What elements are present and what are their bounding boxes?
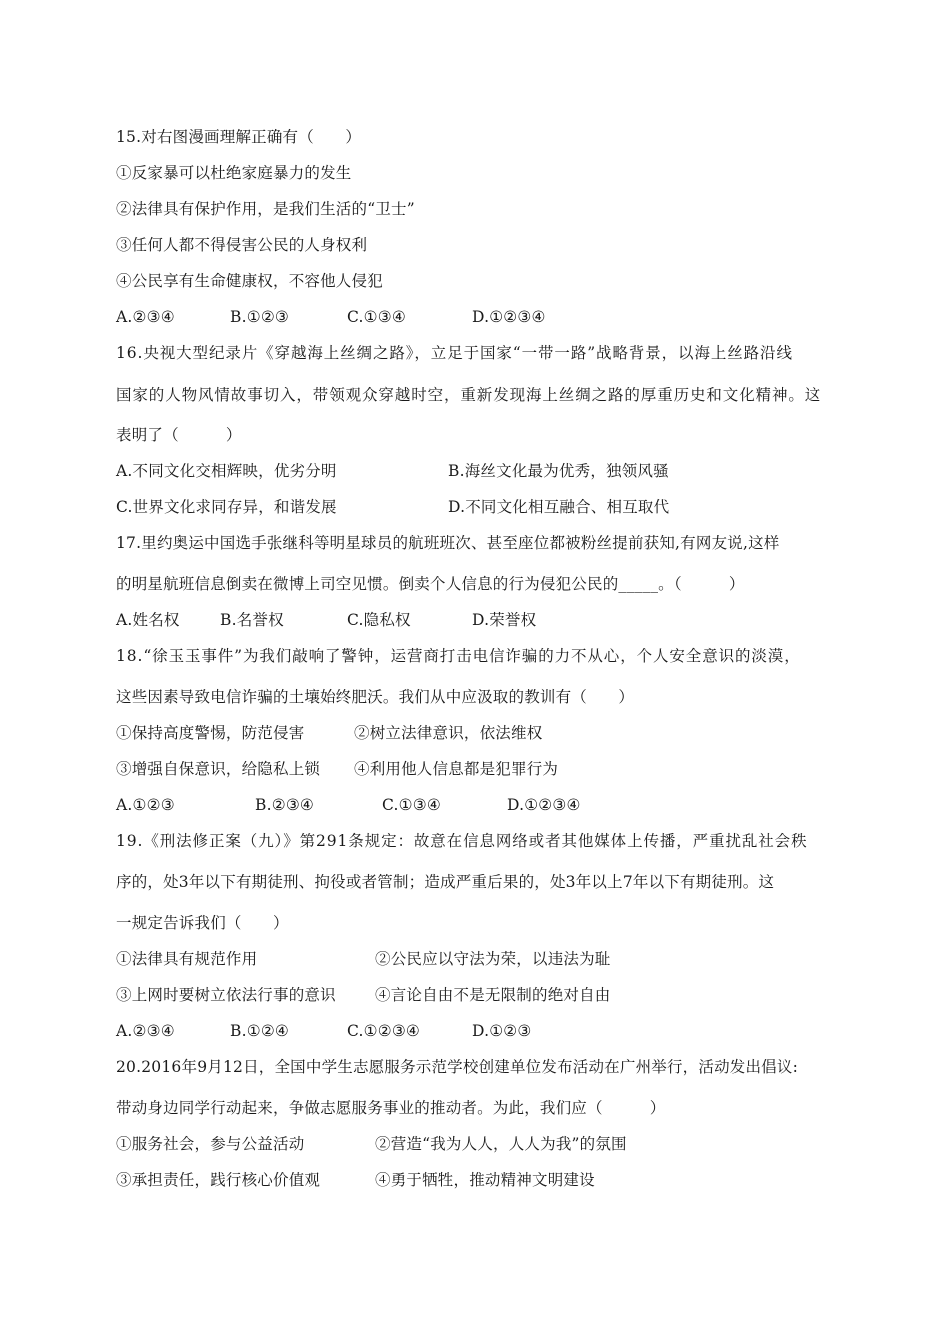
question-17-option-b: B.名誉权 xyxy=(220,611,284,629)
question-18-item-3: ③增强自保意识，给隐私上锁 xyxy=(116,760,321,778)
question-16-option-c: C.世界文化求同存异，和谐发展 xyxy=(116,498,337,516)
question-18-item-2: ②树立法律意识，依法维权 xyxy=(354,724,543,742)
question-18-item-1: ①保持高度警惕，防范侵害 xyxy=(116,724,305,742)
question-15-item-4: ④公民享有生命健康权，不容他人侵犯 xyxy=(116,272,383,290)
question-16-option-b: B.海丝文化最为优秀，独领风骚 xyxy=(448,462,669,480)
question-17-stem-line-1: 17.里约奥运中国选手张继科等明星球员的航班班次、甚至座位都被粉丝提前获知,有网友说,这样 xyxy=(116,534,780,552)
question-18-stem-line-1: 18.“徐玉玉事件”为我们敲响了警钟，运营商打击电信诈骗的力不从心，个人安全意识的淡漠， xyxy=(116,647,801,665)
question-18-option-b: B.②③④ xyxy=(255,796,315,814)
question-15-item-2: ②法律具有保护作用，是我们生活的“卫士” xyxy=(116,200,415,218)
question-15-option-d: D.①②③④ xyxy=(472,308,546,326)
question-16-stem-line-1: 16.央视大型纪录片《穿越海上丝绸之路》，立足于国家“一带一路”战略背景，以海上丝路沿线 xyxy=(116,344,793,362)
question-15-option-a: A.②③④ xyxy=(116,308,175,326)
question-20-item-1: ①服务社会，参与公益活动 xyxy=(116,1135,305,1153)
question-19-item-3: ③上网时要树立依法行事的意识 xyxy=(116,986,336,1004)
question-20-item-4: ④勇于牺牲，推动精神文明建设 xyxy=(375,1171,595,1189)
question-18-option-c: C.①③④ xyxy=(382,796,441,814)
question-17-option-c: C.隐私权 xyxy=(347,611,411,629)
question-15-item-1: ①反家暴可以杜绝家庭暴力的发生 xyxy=(116,164,352,182)
question-19-item-2: ②公民应以守法为荣，以违法为耻 xyxy=(375,950,611,968)
question-18-option-d: D.①②③④ xyxy=(507,796,581,814)
question-17-option-d: D.荣誉权 xyxy=(472,611,537,629)
question-15-option-b: B.①②③ xyxy=(230,308,290,326)
question-16-stem-line-2: 国家的人物风情故事切入，带领观众穿越时空，重新发现海上丝绸之路的厚重历史和文化精神。这 xyxy=(116,386,822,404)
question-17-option-a: A.姓名权 xyxy=(116,611,180,629)
question-20-stem-line-2: 带动身边同学行动起来，争做志愿服务事业的推动者。为此，我们应（ ） xyxy=(116,1099,666,1117)
question-19-stem-line-3: 一规定告诉我们（ ） xyxy=(116,914,289,932)
question-16-option-d: D.不同文化相互融合、相互取代 xyxy=(448,498,670,516)
question-17-stem-line-2: 的明星航班信息倒卖在微博上司空见惯。倒卖个人信息的行为侵犯公民的_____。（ ） xyxy=(116,575,745,593)
question-15-stem: 15.对右图漫画理解正确有（ ） xyxy=(116,128,362,146)
question-16-option-a: A.不同文化交相辉映，优劣分明 xyxy=(116,462,337,480)
question-19-item-1: ①法律具有规范作用 xyxy=(116,950,258,968)
question-18-item-4: ④利用他人信息都是犯罪行为 xyxy=(354,760,559,778)
question-19-item-4: ④言论自由不是无限制的绝对自由 xyxy=(375,986,611,1004)
question-19-option-a: A.②③④ xyxy=(116,1022,175,1040)
question-19-stem-line-2: 序的，处3年以下有期徒刑、拘役或者管制；造成严重后果的，处3年以上7年以下有期徒刑。这 xyxy=(116,873,775,891)
question-18-stem-line-2: 这些因素导致电信诈骗的土壤始终肥沃。我们从中应汲取的教训有（ ） xyxy=(116,688,635,706)
question-16-stem-line-3: 表明了（ ） xyxy=(116,426,242,444)
question-20-item-3: ③承担责任，践行核心价值观 xyxy=(116,1171,321,1189)
question-15-item-3: ③任何人都不得侵害公民的人身权利 xyxy=(116,236,368,254)
question-19-option-d: D.①②③ xyxy=(472,1022,532,1040)
question-20-stem-line-1: 20.2016年9月12日，全国中学生志愿服务示范学校创建单位发布活动在广州举行，活动发出倡议: xyxy=(116,1058,799,1076)
question-15-option-c: C.①③④ xyxy=(347,308,406,326)
question-19-option-b: B.①②④ xyxy=(230,1022,290,1040)
question-18-option-a: A.①②③ xyxy=(116,796,175,814)
question-19-stem-line-1: 19.《刑法修正案（九）》第291条规定：故意在信息网络或者其他媒体上传播，严重扰乱社会秩 xyxy=(116,832,808,850)
question-19-option-c: C.①②③④ xyxy=(347,1022,421,1040)
question-20-item-2: ②营造“我为人人，人人为我”的氛围 xyxy=(375,1135,627,1153)
